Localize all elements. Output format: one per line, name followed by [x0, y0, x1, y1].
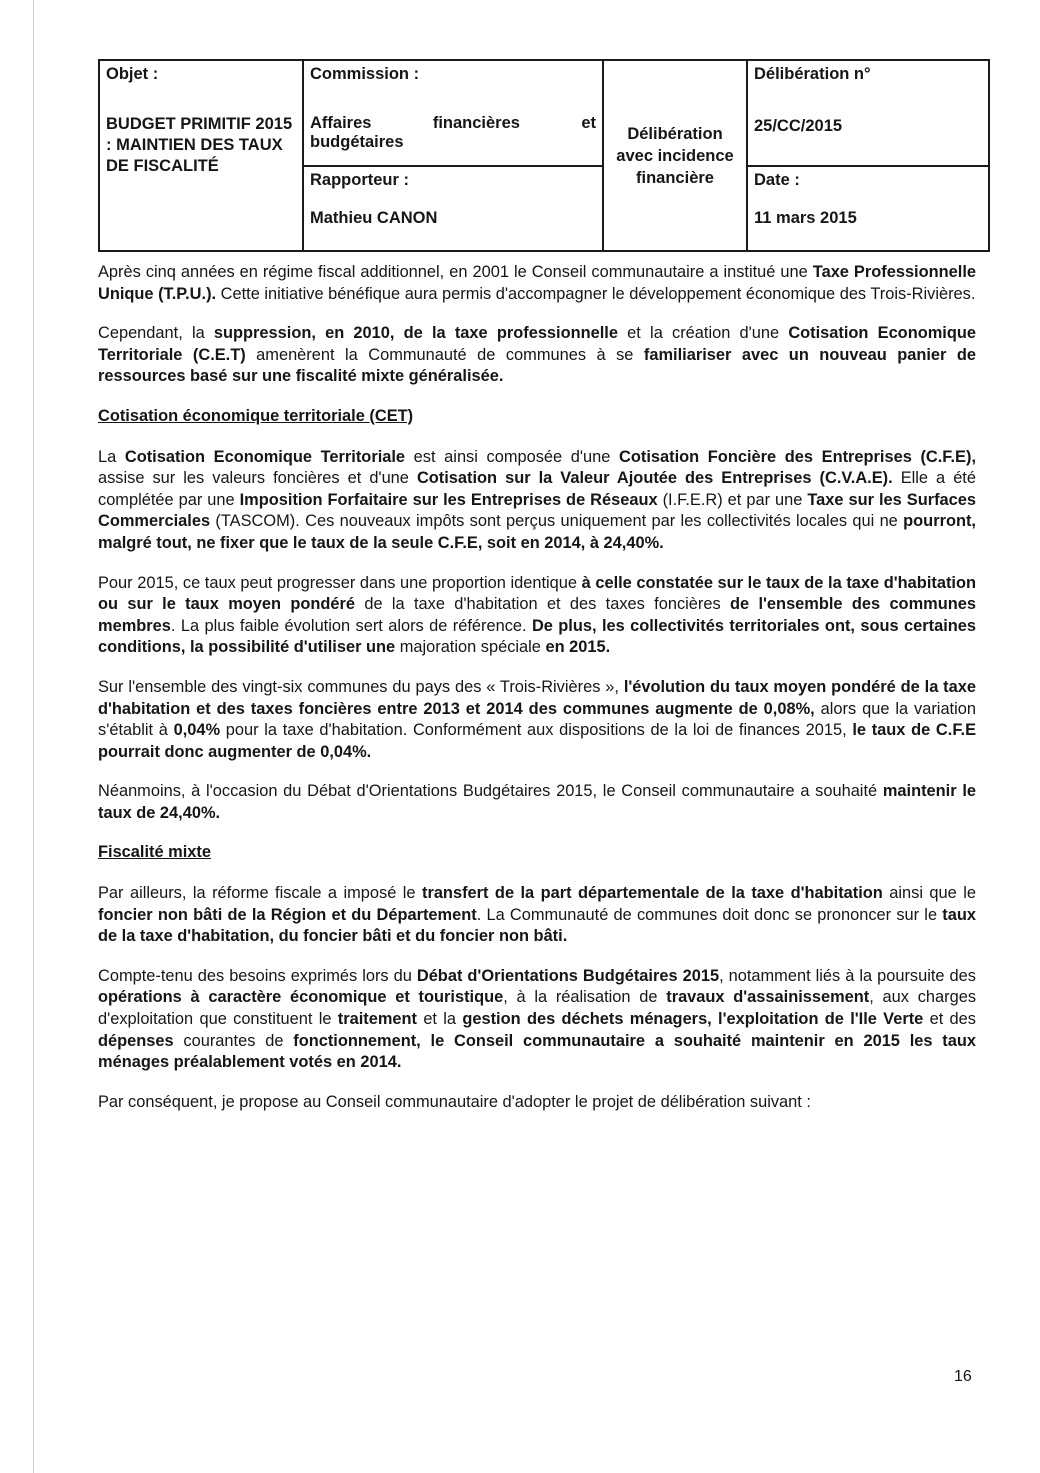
paragraph — [98, 323, 976, 388]
deliberation-value: 25/CC/2015 — [754, 117, 843, 135]
bold-run: Taxe Professionnelle Unique (T.P.U.). — [98, 263, 976, 303]
text-run: (TASCOM). Ces nouveaux impôts sont perçus uniquement par les collectivités locales qui ne — [210, 512, 904, 531]
text-run: La — [98, 447, 125, 466]
bold-run: en 2015. — [545, 638, 611, 657]
bold-run: familiariser avec un nouveau panier de ressources basé sur une fiscalité mixte généralisée. — [98, 345, 976, 386]
text-run: , notamment liés à la poursuite des — [719, 966, 976, 985]
bold-run: dépenses — [98, 1031, 174, 1050]
bold-run: taux de la taxe d'habitation, du foncier bâti et du foncier non bâti. — [98, 905, 976, 946]
date-cell — [747, 166, 989, 251]
objet-cell — [99, 60, 303, 251]
commission-label: Commission : — [310, 65, 420, 83]
paragraph — [98, 781, 976, 824]
page-number: 16 — [954, 1368, 972, 1385]
text-run: amenèrent la Communauté de communes à se — [245, 345, 644, 364]
bold-run: Cotisation Economique Territoriale — [124, 447, 406, 466]
text-run: courantes de — [173, 1031, 294, 1050]
bold-run: opérations à caractère économique et touristique — [98, 988, 504, 1007]
paragraph — [98, 573, 976, 659]
text-run: Compte-tenu des besoins exprimés lors du — [98, 966, 417, 985]
text-run: assise sur les valeurs foncières et d'une — [98, 469, 417, 488]
section-title-fiscalite-mixte: Fiscalité mixte — [98, 843, 211, 862]
commission-value-line2: budgétaires — [310, 133, 404, 151]
bold-run: à celle constatée sur le taux de la taxe d'habitation ou sur le taux moyen pondéré — [98, 573, 976, 614]
deliberation-type: Délibération avec incidence financière — [616, 124, 734, 187]
bold-run: maintenir le taux de 24,40%. — [98, 782, 976, 822]
text-run: et la création d'une — [617, 324, 789, 343]
text-run: , à la réalisation de — [503, 988, 667, 1007]
bold-run: Cotisation sur la Valeur Ajoutée des Entreprises (C.V.A.E). — [416, 469, 893, 488]
date-value: 11 mars 2015 — [754, 209, 857, 227]
bold-run: fonctionnement, le Conseil communautaire a souhaité maintenir en 2015 les taux ménages préalablement votés en 2014. — [98, 1031, 977, 1072]
text-run: pour la taxe d'habitation. Conformément aux dispositions de la loi de finances 2015, — [220, 721, 853, 740]
text-run: et des — [923, 1010, 976, 1029]
deliberation-type-cell — [603, 60, 747, 251]
document-body — [98, 262, 976, 1131]
text-run: . La Communauté de communes doit donc se prononcer sur le — [476, 905, 943, 924]
bold-run: 0,04% — [173, 721, 221, 740]
text-run: ainsi que le — [882, 884, 976, 903]
text-run: Sur l'ensemble des vingt-six communes du pays des « Trois-Rivières », — [98, 677, 624, 696]
deliberation-number-cell — [747, 60, 989, 166]
objet-value: BUDGET PRIMITIF 2015 : MAINTIEN DES TAUX DE FISCALITÉ — [106, 115, 293, 175]
bold-run: foncier non bâti de la Région et du Département — [98, 905, 477, 924]
rapporteur-label: Rapporteur : — [310, 171, 409, 189]
objet-label: Objet : — [106, 65, 159, 83]
bold-run: traitement — [337, 1010, 418, 1029]
bold-run: transfert de la part départementale de la taxe d'habitation — [421, 884, 883, 903]
bold-run: le taux de C.F.E pourrait donc augmenter de 0,04%. — [98, 721, 977, 761]
deliberation-label: Délibération n° — [754, 65, 871, 83]
date-label: Date : — [754, 171, 800, 189]
paragraph — [98, 262, 976, 305]
text-run: Cette initiative bénéfique aura permis d'accompagner le développement économique des Trois-Rivières. — [216, 284, 976, 303]
commission-value — [310, 114, 596, 133]
bold-run: Cotisation Foncière des Entreprises (C.F.E), — [619, 447, 976, 466]
bold-run: De plus, les collectivités territoriales ont, sous certaines conditions, la possibilité d'utiliser une — [98, 616, 976, 657]
paragraph — [98, 1092, 976, 1114]
text-run: , aux charges d'exploitation que constituent le — [98, 988, 977, 1029]
bold-run: Taxe sur les Surfaces Commerciales — [98, 490, 976, 531]
bold-run: Imposition Forfaitaire sur les Entreprises de Réseaux — [239, 490, 658, 509]
margin-line — [33, 0, 34, 1473]
text-run: Néanmoins, à l'occasion du Débat d'Orientations Budgétaires 2015, le Conseil communautaire a souhaité — [98, 782, 883, 801]
text-run: est ainsi composée d'une — [405, 447, 620, 466]
paragraph — [98, 447, 976, 555]
bold-run: suppression, en 2010, de la taxe professionnelle — [213, 324, 618, 343]
text-run: Par ailleurs, la réforme fiscale a imposé le — [98, 884, 422, 903]
paragraph — [98, 883, 976, 948]
deliberation-header-table — [98, 59, 990, 252]
text-run: alors que la variation s'établit à — [98, 699, 976, 740]
text-run: Elle a été complétée par une — [98, 469, 976, 509]
bold-run: de l'ensemble des communes membres — [98, 595, 976, 635]
commission-value-line1: Affaires financières et — [310, 114, 596, 132]
bold-run: l'évolution du taux moyen pondéré de la taxe d'habitation et des taxes foncières entre 2013 et 2014 des communes augmente de 0,08%, — [98, 677, 976, 718]
paragraph — [98, 677, 976, 763]
paragraph — [98, 966, 976, 1074]
bold-run: Cotisation Economique Territoriale (C.E.T) — [98, 324, 976, 364]
bold-run: pourront, malgré tout, ne fixer que le taux de la seule C.F.E, soit en 2014, à 24,40%. — [98, 512, 976, 552]
bold-run: Débat d'Orientations Budgétaires 2015 — [416, 966, 720, 985]
text-run: Par conséquent, je propose au Conseil communautaire d'adopter le projet de délibération suivant : — [98, 1092, 811, 1111]
text-run: . La plus faible évolution sert alors de référence. — [170, 616, 532, 635]
rapporteur-cell — [303, 166, 603, 251]
text-run: de la taxe d'habitation et des taxes foncières — [355, 595, 731, 614]
text-run: (I.F.E.R) et par une — [657, 490, 808, 509]
commission-cell — [303, 60, 603, 166]
rapporteur-value: Mathieu CANON — [310, 209, 438, 227]
text-run: majoration spéciale — [395, 638, 546, 657]
bold-run: gestion des déchets ménagers, l'exploitation de l'Ile Verte — [462, 1010, 924, 1029]
text-run: Cependant, la — [98, 324, 214, 343]
bold-run: travaux d'assainissement — [666, 988, 870, 1007]
section-title-cet: Cotisation économique territoriale (CET) — [98, 406, 414, 425]
text-run: Après cinq années en régime fiscal additionnel, en 2001 le Conseil communautaire a institué une — [98, 263, 813, 281]
text-run: et la — [417, 1010, 463, 1029]
text-run: Pour 2015, ce taux peut progresser dans une proportion identique — [98, 573, 582, 592]
